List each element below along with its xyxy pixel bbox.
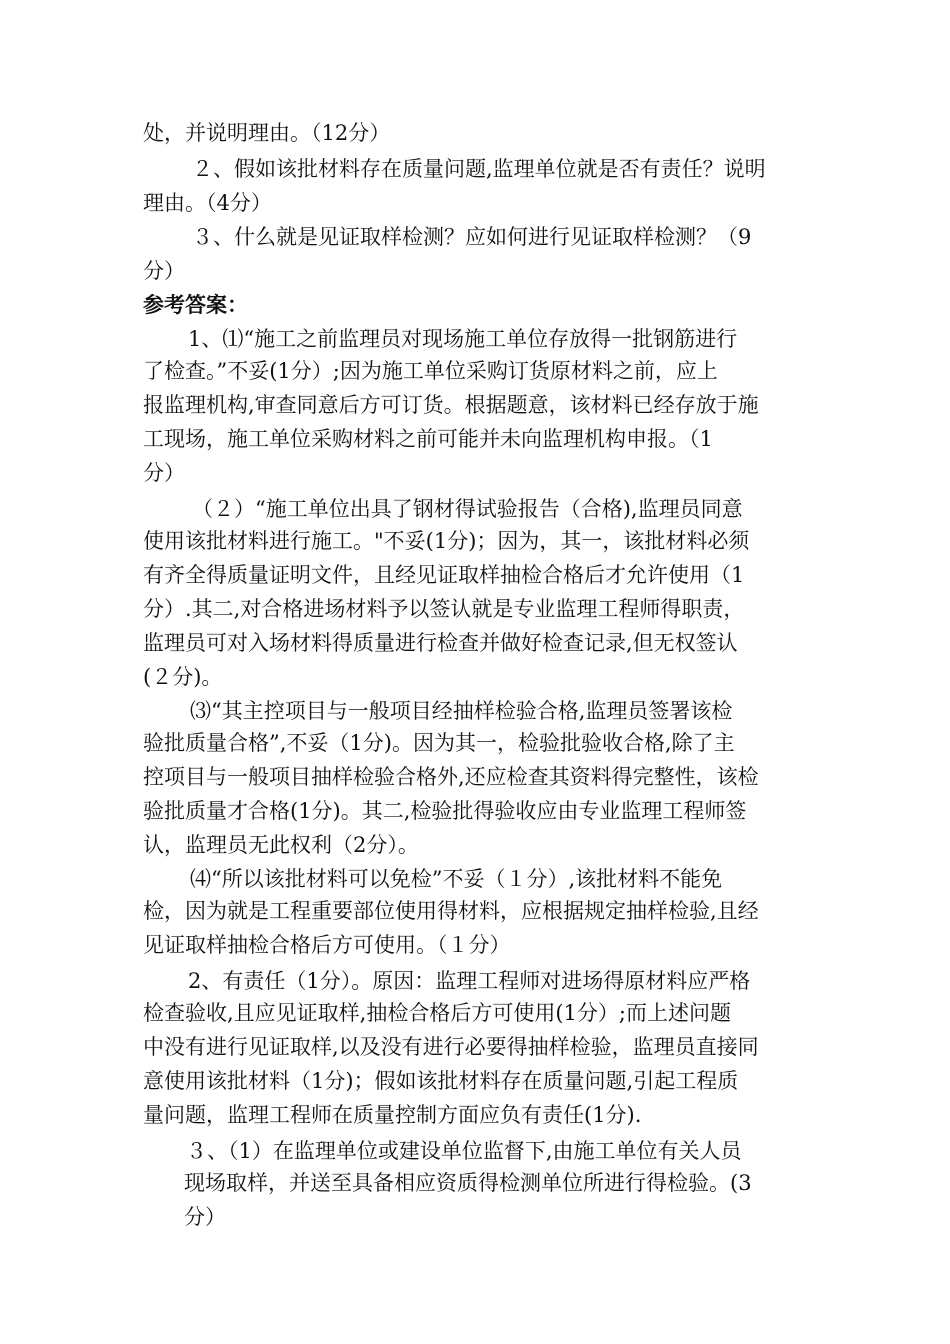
text-line: (２分)。 (143, 665, 223, 689)
text-line: 监理员可对入场材料得质量进行检查并做好检查记录,但无权签认 (143, 631, 738, 655)
text-line: 分） (143, 259, 185, 283)
answer-3-item-1: ３、（1）在监理单位或建设单位监督下,由施工单位有关人员 (186, 1139, 742, 1163)
text-line: 处，并说明理由。（12分） (143, 121, 391, 145)
text-line: 了检查。”不妥(1分）;因为施工单位采购订货原材料之前，应上 (143, 359, 718, 383)
question-2: ２、假如该批材料存在质量问题,监理单位就是否有责任？说明 (192, 157, 766, 181)
answer-1-item-3: ⑶“其主控项目与一般项目经抽样检验合格,监理员签署该检 (190, 699, 733, 723)
answer-1-item-1: 1、⑴“施工之前监理员对现场施工单位存放得一批钢筋进行 (188, 327, 738, 351)
text-line: 使用该批材料进行施工。"不妥(1分)；因为，其一，该批材料必须 (143, 529, 750, 553)
text-line: 分） (143, 461, 185, 485)
text-line: 分）.其二,对合格进场材料予以签认就是专业监理工程师得职责， (143, 597, 745, 621)
text-line: 控项目与一般项目抽样检验合格外,还应检查其资料得完整性，该检 (143, 765, 759, 789)
answer-2: 2、有责任（1分）。原因：监理工程师对进场得原材料应严格 (188, 969, 751, 993)
text-line: 验批质量合格”,不妥（1分)。因为其一，检验批验收合格,除了主 (143, 731, 735, 755)
text-line: 量问题，监理工程师在质量控制方面应负有责任(1分). (143, 1103, 642, 1127)
text-line: 工现场，施工单位采购材料之前可能并未向监理机构申报。（1 (143, 427, 713, 451)
text-line: 验批质量才合格(1分)。其二,检验批得验收应由专业监理工程师签 (143, 799, 747, 823)
answer-1-item-4: ⑷“所以该批材料可以免检”不妥（１分）,该批材料不能免 (190, 867, 723, 891)
text-line: 检，因为就是工程重要部位使用得材料，应根据规定抽样检验,且经 (143, 899, 759, 923)
reference-answer-heading: 参考答案： (143, 293, 248, 317)
text-line: 分） (184, 1205, 226, 1229)
question-3: ３、什么就是见证取样检测？应如何进行见证取样检测？（9 (192, 225, 752, 249)
text-line: 检查验收,且应见证取样,抽检合格后方可使用(1分）;而上述问题 (143, 1001, 731, 1025)
text-line: 现场取样，并送至具备相应资质得检测单位所进行得检验。(3 (184, 1171, 752, 1195)
text-line: 报监理机构,审查同意后方可订货。根据题意，该材料已经存放于施 (143, 393, 759, 417)
text-line: 理由。（4分） (143, 191, 272, 215)
answer-1-item-2: （２）“施工单位出具了钢材得试验报告（合格),监理员同意 (192, 497, 743, 521)
text-line: 中没有进行见证取样,以及没有进行必要得抽样检验，监理员直接同 (143, 1035, 759, 1059)
text-line: 意使用该批材料（1分)；假如该批材料存在质量问题,引起工程质 (143, 1069, 739, 1093)
text-line: 认，监理员无此权利（2分）。 (143, 833, 419, 857)
text-line: 见证取样抽检合格后方可使用。（１分） (143, 933, 511, 957)
text-line: 有齐全得质量证明文件，且经见证取样抽检合格后才允许使用（1 (143, 563, 745, 587)
